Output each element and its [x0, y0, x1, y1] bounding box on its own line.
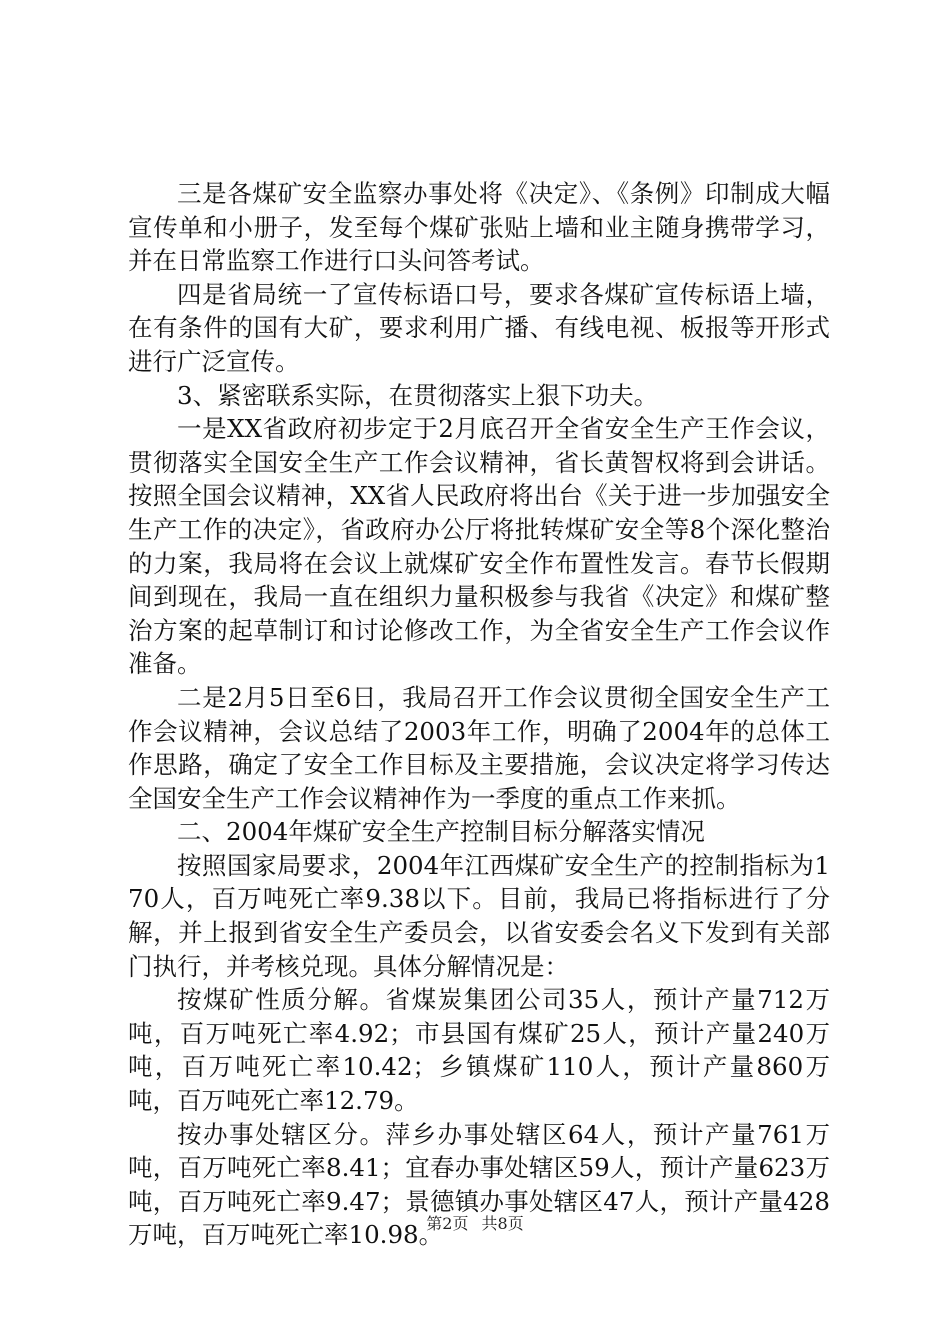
- paragraph: 按煤矿性质分解。省煤炭集团公司35人，预计产量712万吨，百万吨死亡率4.92；市县国有煤矿25人，预计产量240万吨，百万吨死亡率10.42；乡镇煤矿110人，预计产量860万吨，百万吨死亡率12.79。: [128, 985, 830, 1116]
- page-number: 第2页: [426, 1214, 469, 1233]
- paragraph: 按照国家局要求，2004年江西煤矿安全生产的控制指标为170人，百万吨死亡率9.38以下。目前，我局已将指标进行了分解，并上报到省安全生产委员会，以省安委会名义下发到有关部门执行，并考核兑现。具体分解情况是：: [128, 850, 830, 981]
- paragraph: 3、紧密联系实际，在贯彻落实上狠下功夫。: [177, 380, 659, 410]
- paragraph: 四是省局统一了宣传标语口号，要求各煤矿宣传标语上墙，在有条件的国有大矿，要求利用广播、有线电视、板报等开形式进行广泛宣传。: [128, 279, 830, 376]
- paragraph: 一是XX省政府初步定于2月底召开全省安全生产王作会议，贯彻落实全国安全生产工作会议精神，省长黄智权将到会讲话。按照全国会议精神，XX省人民政府将出台《关于进一步加强安全生产工作的决定》，省政府办公厅将批转煤矿安全等8个深化整治的力案，我局将在会议上就煤矿安全作布置性发言。春节长假期间到现在，我局一直在组织力量积极参与我省《决定》和煤矿整治方案的起草制订和讨论修改工作，为全省安全生产工作会议作准备。: [128, 414, 830, 679]
- page-total: 共8页: [481, 1214, 524, 1233]
- section-heading: 二、2004年煤矿安全生产控制目标分解落实情况: [177, 817, 705, 847]
- document-body: [128, 177, 830, 1252]
- paragraph: 三是各煤矿安全监察办事处将《决定》、《条例》印制成大幅宣传单和小册子，发至每个煤矿张贴上墙和业主随身携带学习，并在日常监察工作进行口头问答考试。: [128, 179, 830, 276]
- page-footer: [0, 1214, 950, 1234]
- paragraph: 按办事处辖区分。萍乡办事处辖区64人，预计产量761万吨，百万吨死亡率8.41；宜春办事处辖区59人，预计产量623万吨，百万吨死亡率9.47；景德镇办事处辖区47人，预计产量428万吨，百万吨死亡率10.98。: [128, 1119, 830, 1250]
- paragraph: 二是2月5日至6日，我局召开工作会议贯彻全国安全生产工作会议精神，会议总结了2003年工作，明确了2004年的总体工作思路，确定了安全工作目标及主要措施，会议决定将学习传达全国安全生产工作会议精神作为一季度的重点工作来抓。: [128, 682, 830, 813]
